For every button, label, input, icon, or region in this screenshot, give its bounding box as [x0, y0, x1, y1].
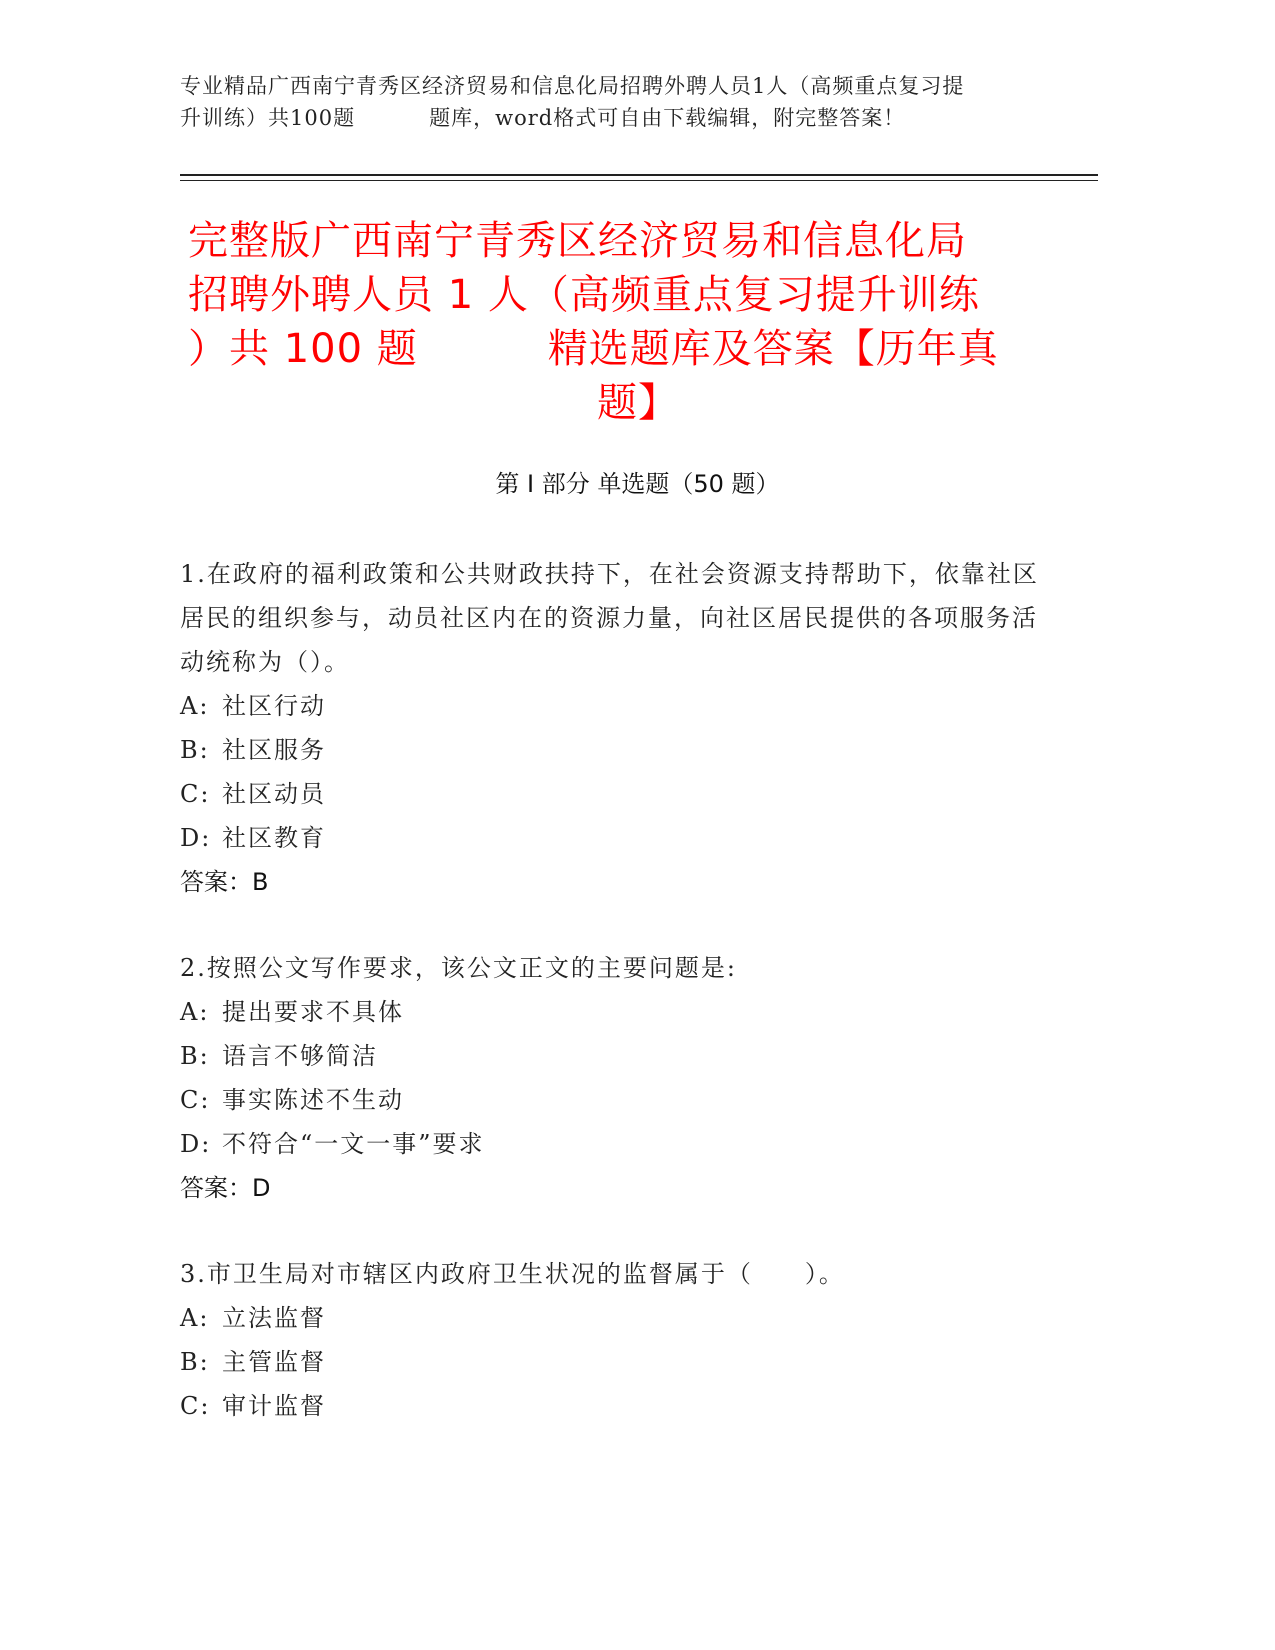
option-text: 社区动员 [222, 780, 326, 808]
option-a [180, 990, 1040, 1034]
option-key: B: [180, 736, 210, 764]
option-c [180, 1078, 1040, 1122]
question-stem: 2.按照公文写作要求，该公文正文的主要问题是: [180, 954, 737, 982]
option-key: D: [180, 1130, 212, 1158]
question-stem: 3.市卫生局对市辖区内政府卫生状况的监督属于（ ）。 [180, 1260, 845, 1288]
question-3 [180, 1252, 1040, 1428]
option-b [180, 728, 1040, 772]
title-line-3 [188, 322, 1088, 376]
option-key: A: [180, 692, 210, 720]
option-c [180, 1384, 1040, 1428]
header-note-line-2-part-b: 题库，word格式可自由下载编辑，附完整答案！ [429, 106, 906, 130]
option-key: D: [180, 824, 212, 852]
option-text: 语言不够简洁 [222, 1042, 378, 1070]
option-a [180, 684, 1040, 728]
title-line-3-part-b: 精选题库及答案【历年真 [547, 326, 999, 372]
document-title [188, 214, 1088, 430]
option-text: 社区服务 [222, 736, 326, 764]
option-text: 立法监督 [222, 1304, 326, 1332]
question-list [180, 552, 1040, 1428]
option-key: B: [180, 1348, 210, 1376]
option-key: A: [180, 1304, 210, 1332]
option-key: C: [180, 1086, 211, 1114]
option-key: C: [180, 1392, 211, 1420]
option-b [180, 1340, 1040, 1384]
option-text: 审计监督 [222, 1392, 326, 1420]
option-text: 不符合“一文一事”要求 [222, 1130, 485, 1158]
header-note [180, 70, 1080, 134]
question-1 [180, 552, 1040, 904]
option-c [180, 772, 1040, 816]
section-heading: 第 I 部分 单选题（50 题） [495, 470, 780, 498]
answer-line: 答案：B [180, 868, 269, 896]
option-a [180, 1296, 1040, 1340]
option-d [180, 816, 1040, 860]
answer-line: 答案：D [180, 1174, 271, 1202]
header-rule-thick [180, 174, 1098, 176]
title-line-1: 完整版广西南宁青秀区经济贸易和信息化局 [188, 218, 967, 264]
option-b [180, 1034, 1040, 1078]
header-note-line-2 [180, 102, 1080, 134]
option-text: 主管监督 [222, 1348, 326, 1376]
question-2 [180, 946, 1040, 1210]
option-text: 社区教育 [222, 824, 326, 852]
option-d [180, 1122, 1040, 1166]
option-key: A: [180, 998, 210, 1026]
option-text: 提出要求不具体 [222, 998, 404, 1026]
option-key: B: [180, 1042, 210, 1070]
header-rule-thin [180, 180, 1098, 181]
header-note-line-2-part-a: 升训练）共100题 [180, 106, 356, 130]
option-key: C: [180, 780, 211, 808]
option-text: 社区行动 [222, 692, 326, 720]
option-text: 事实陈述不生动 [222, 1086, 404, 1114]
header-note-line-1: 专业精品广西南宁青秀区经济贸易和信息化局招聘外聘人员1人（高频重点复习提 [180, 74, 965, 98]
question-stem: 1.在政府的福利政策和公共财政扶持下，在社会资源支持帮助下，依靠社区居民的组织参与，动员社区内在的资源力量，向社区居民提供的各项服务活动统称为（）。 [180, 560, 1039, 676]
title-line-3-part-a: ）共 100 题 [188, 326, 418, 372]
title-line-2: 招聘外聘人员 1 人（高频重点复习提升训练 [188, 272, 980, 318]
title-line-4: 题】 [597, 380, 679, 426]
